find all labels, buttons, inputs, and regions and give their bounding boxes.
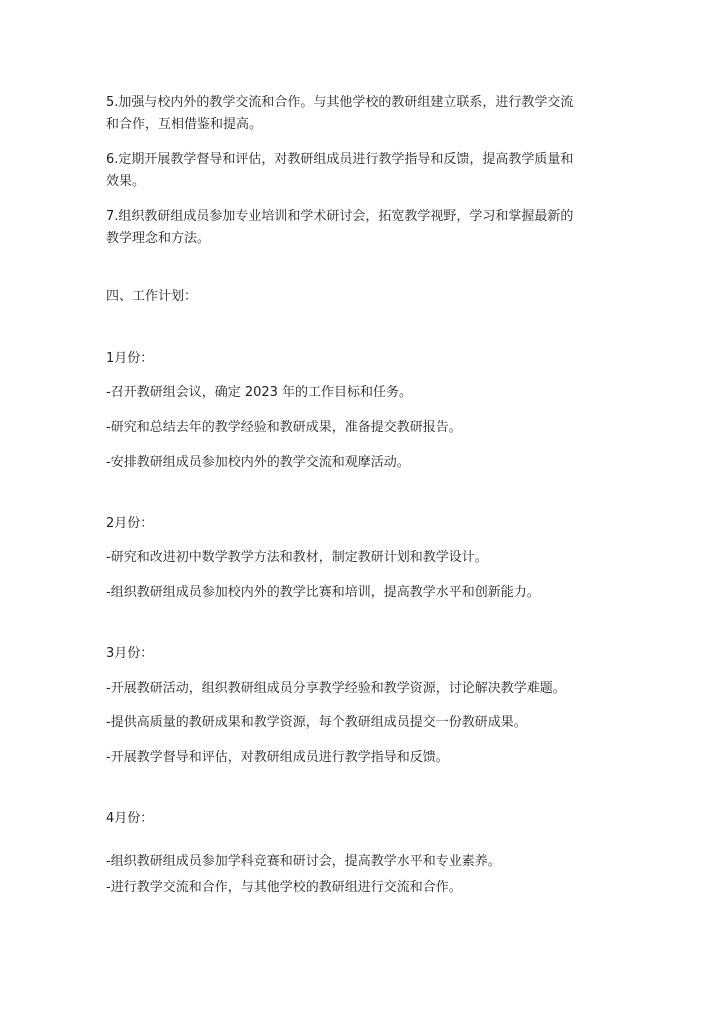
month-2-title: 2月份： xyxy=(106,516,154,531)
month-2-item-2: -组织教研组成员参加校内外的教学比赛和培训，提高教学水平和创新能力。 xyxy=(106,585,540,600)
paragraph-item-5-line-2: 和合作，互相借鉴和提高。 xyxy=(106,117,263,132)
month-4-item-1: -组织教研组成员参加学科竞赛和研讨会，提高教学水平和专业素养。 xyxy=(106,854,501,869)
month-3-title: 3月份： xyxy=(106,646,154,661)
month-1-item-1: -召开教研组会议，确定 2023 年的工作目标和任务。 xyxy=(106,385,413,400)
month-3-item-3: -开展教学督导和评估，对教研组成员进行教学指导和反馈。 xyxy=(106,750,449,765)
month-4-title: 4月份： xyxy=(106,811,154,826)
month-2-item-1: -研究和改进初中数学教学方法和教材，制定教研计划和教学设计。 xyxy=(106,550,488,565)
paragraph-item-7-line-2: 教学理念和方法。 xyxy=(106,231,211,246)
paragraph-item-6-line-2: 效果。 xyxy=(106,174,146,189)
section-heading: 四、工作计划： xyxy=(106,289,198,304)
month-1-item-2: -研究和总结去年的教学经验和教研成果，准备提交教研报告。 xyxy=(106,420,462,435)
month-4-item-2: -进行教学交流和合作，与其他学校的教研组进行交流和合作。 xyxy=(106,880,462,895)
month-1-item-3: -安排教研组成员参加校内外的教学交流和观摩活动。 xyxy=(106,455,410,470)
month-1-title: 1月份： xyxy=(106,351,154,366)
paragraph-item-7-line-1: 7.组织教研组成员参加专业培训和学术研讨会，拓宽教学视野，学习和掌握最新的 xyxy=(106,209,574,224)
month-3-item-1: -开展教研活动，组织教研组成员分享教学经验和教学资源，讨论解决教学难题。 xyxy=(106,681,566,696)
month-3-item-2: -提供高质量的教研成果和教学资源，每个教研组成员提交一份教研成果。 xyxy=(106,715,527,730)
paragraph-item-6-line-1: 6.定期开展教学督导和评估，对教研组成员进行教学指导和反馈，提高教学质量和 xyxy=(106,152,574,167)
paragraph-item-5-line-1: 5.加强与校内外的教学交流和合作。与其他学校的教研组建立联系，进行教学交流 xyxy=(106,95,574,110)
